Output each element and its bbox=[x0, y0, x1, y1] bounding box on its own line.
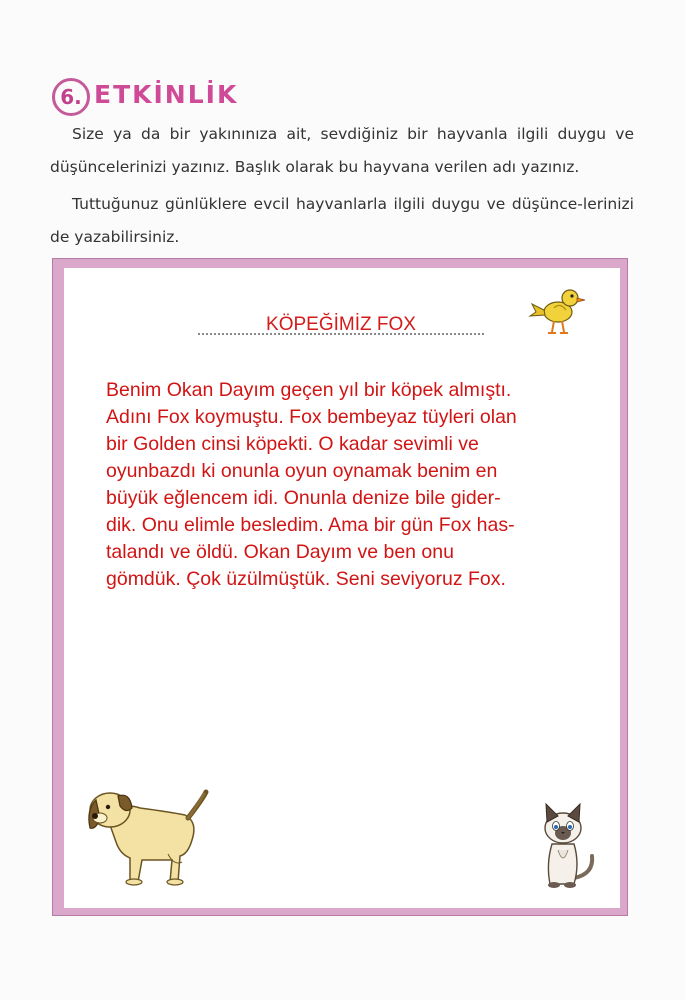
answer-line: oyunbazdı ki onunla oyun oynamak benim en bbox=[106, 460, 498, 482]
answer-line: Adını Fox koymuştu. Fox bembeyaz tüyleri olan bbox=[106, 406, 517, 428]
answer-line: büyük eğlencem idi. Onunla denize bile gider- bbox=[106, 487, 501, 509]
answer-line: gömdük. Çok üzülmüştük. Seni seviyoruz Fox. bbox=[106, 568, 506, 590]
answer-line: bir Golden cinsi köpekti. O kadar sevimli ve bbox=[106, 433, 479, 455]
answer-line: dik. Onu elimle besledim. Ama bir gün Fox has- bbox=[106, 514, 515, 536]
answer-text bbox=[106, 377, 586, 593]
instructions bbox=[50, 118, 634, 254]
cat-icon bbox=[534, 800, 598, 892]
answer-line: Benim Okan Dayım geçen yıl bir köpek almıştı. bbox=[106, 379, 512, 401]
instruction-paragraph-2: Tuttuğunuz günlüklere evcil hayvanlarla ilgili duygu ve düşünce-lerinizi de yazabilirsiniz. bbox=[50, 195, 634, 246]
answer-heading: KÖPEĞİMİZ FOX bbox=[266, 314, 416, 335]
dog-icon bbox=[80, 770, 210, 890]
activity-number-badge: 6. bbox=[52, 78, 90, 116]
instruction-paragraph-1: Size ya da bir yakınınıza ait, sevdiğiniz bir hayvanla ilgili duygu ve düşüncelerinizi yazınız. Başlık olarak bu hayvana verilen adı yazınız. bbox=[50, 125, 634, 176]
answer-line: talandı ve öldü. Okan Dayım ve ben onu bbox=[106, 541, 454, 563]
bird-icon bbox=[528, 282, 588, 338]
activity-title: ETKİNLİK bbox=[94, 80, 239, 109]
